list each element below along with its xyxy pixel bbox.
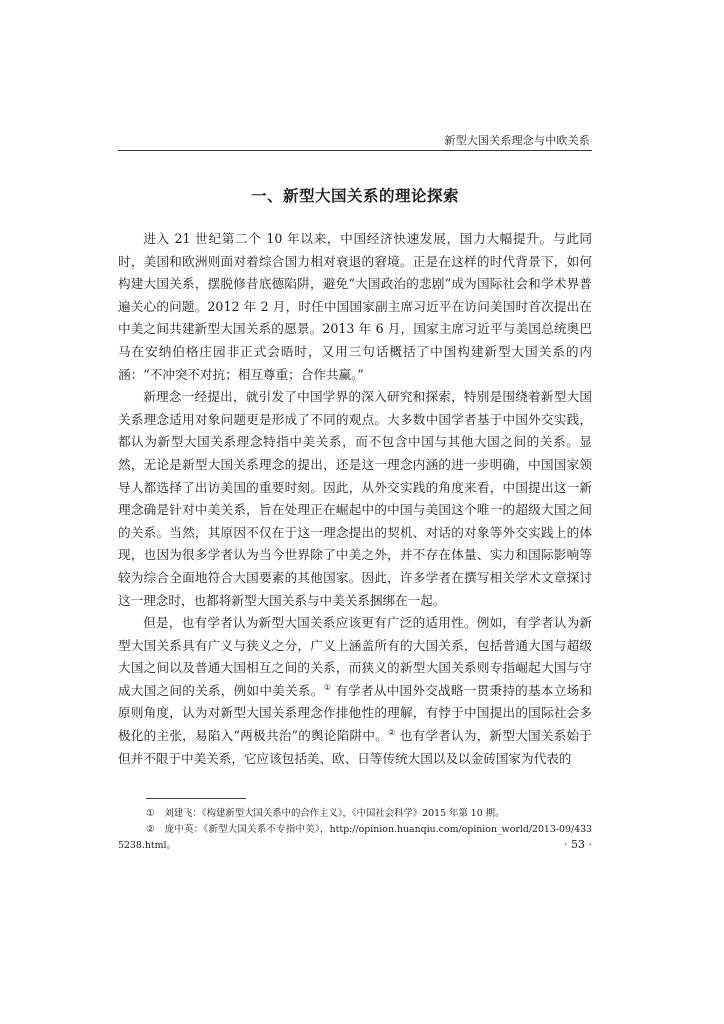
- footnote-ref-2: ②: [388, 727, 396, 737]
- footnote-1-number: ①: [146, 808, 155, 819]
- paragraph-3: [118, 612, 592, 770]
- footnote-rule: [146, 798, 246, 799]
- paragraph-3-part-2: 有学者从中国外交战略一贯秉持的基本立场和原则角度，认为对新型大国关系理念作排他性的理解，有悖于中国提出的国际社会多极化的主张，易陷入“两极共治”的舆论陷阱中。: [118, 682, 593, 744]
- paragraph-1: 进入 21 世纪第二个 10 年以来，中国经济快速发展，国力大幅提升。与此同时，美国和欧洲则面对着综合国力相对衰退的窘境。正是在这样的时代背景下，如何构建大国关系，摆脱修昔底德陷阱，避免“大国政治的悲剧”成为国际社会和学术界普遍关心的问题。2012 年 2 月，时任中国国家副主席习近平在访问美国时首次提出在中美之间共建新型大国关系的愿景。2013 年 6 月，国家主席习近平与美国总统奥巴马在安纳伯格庄园非正式会晤时，又用三句话概括了中国构建新型大国关系的内涵：“不冲突不对抗；相互尊重；合作共赢。”: [118, 231, 592, 382]
- running-head: 新型大国关系理念与中欧关系: [444, 134, 590, 147]
- footnote-2-text: 庞中英：《新型大国关系不专指中美》，http://opinion.huanqiu.com/opinion_world/2013-09/4335238.html。: [118, 824, 592, 851]
- footnote-1-text: 刘建飞：《构建新型大国关系中的合作主义》，《中国社会科学》2015 年第 10 期。: [164, 808, 505, 819]
- page-number: · 53 ·: [564, 838, 592, 851]
- footnote-2-number: ②: [146, 824, 155, 835]
- header-rule: [118, 150, 592, 151]
- paragraph-2: 新理念一经提出，就引发了中国学界的深入研究和探索，特别是围绕着新型大国关系理念适用对象问题更是形成了不同的观点。大多数中国学者基于中国外交实践，都认为新型大国关系理念特指中美关系，而不包含中国与其他大国之间的关系。显然，无论是新型大国关系理念的提出，还是这一理念内涵的进一步明确，中国国家领导人都选择了出访美国的重要时刻。因此，从外交实践的角度来看，中国提出这一新理念确是针对中美关系，旨在处理正在崛起中的中国与美国这个唯一的超级大国之间的关系。当然，其原因不仅在于这一理念提出的契机、对话的对象等外交实践上的体现，也因为很多学者认为当今世界除了中美之外，并不存在体量、实力和国际影响等较为综合全面地符合大国要素的其他国家。因此，许多学者在撰写相关学术文章探讨这一理念时，也都将新型大国关系与中美关系捆绑在一起。: [118, 389, 592, 608]
- footnote-1: [118, 806, 592, 822]
- footnote-ref-1: ①: [323, 682, 332, 692]
- body-text: [118, 228, 592, 770]
- section-title: 一、新型大国关系的理论探索: [250, 186, 459, 205]
- paragraph-3-part-3: 也有学者认为，新型大国关系始于但并不限于中美关系，它应该包括美、欧、日等传统大国以及以金砖国家为代表的: [118, 728, 592, 766]
- paragraph-3-part-1: 但是，也有学者认为新型大国关系应该更有广泛的适用性。例如，有学者认为新型大国关系具有广义与狭义之分，广义上涵盖所有的大国关系，包括普通大国与超级大国之间以及普通大国相互之间的关系，而狭义的新型大国关系则专指崛起大国与守成大国之间的关系，例如中美关系。: [118, 615, 592, 698]
